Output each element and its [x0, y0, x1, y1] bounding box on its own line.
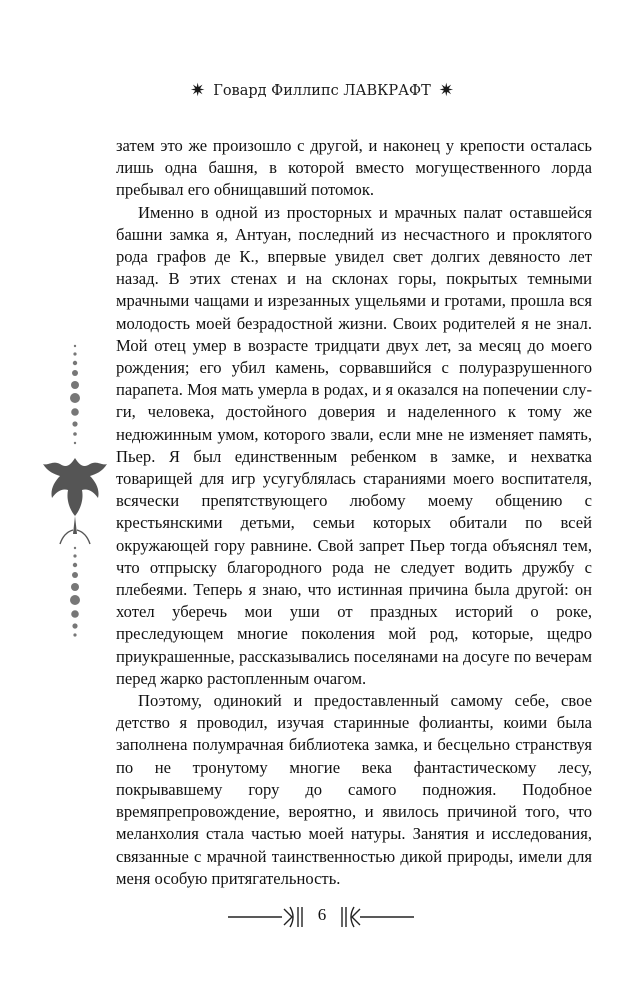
body-text	[116, 135, 592, 890]
paragraph: затем это же произошло с другой, и наконец у крепости осталась лишь одна башня, в которой вместо могущественного лорда пребывал его обнищавший потомок.	[116, 136, 592, 200]
paragraph: Поэтому, одинокий и предоставленный самому себе, свое детство я проводил, изучая старинные фолианты, коими была заполнена полумрачная библиотека замка, и бесцельно странствуя по не тронутому многие века фантастическому лесу, покрывавшему гору до самого подножия. Подобное времяпрепровождение, вероятно, и явилось причиной того, что меланхолия стала частью моей натуры. Занятия и исследования, связанные с мрачной таинственностью дикой природы, имели для меня особую притягательность.	[116, 691, 592, 888]
running-header	[0, 80, 644, 101]
paragraph: Именно в одной из просторных и мрачных палат оставшейся башни замка я, Антуан, последний из несчастного и проклятого рода графов де К., впервые увидел свет долгих девяносто лет назад. В этих стенах и на склонах горы, покрытых темными мрачными чащами и изрезанных ущельями и гротами, прошла вся молодость моей безрадостной жизни. Своих родителей я не знал. Мой отец умер в возрасте тридцати двух лет, за месяц до моего рождения; его убил камень, сорвавшийся с полуразрушенного парапета. Моя мать умерла в родах, и я оказался на попечении слуги, человека, достойного доверия и наделенного к тому же недюжинным умом, которого звали, если мне не изменяет память, Пьер. Я был единственным ребенком в замке, и нехватка товарищей для игр усугублялась стараниями моего воспитателя, всячески препятствующего любому моему общению с крестьянскими детьми, семьи которых обитали по всей окружающей гору равнине. Свой запрет Пьер тогда объяснял тем, что отпрыску благородного рода не следует водить дружбу с плебеями. Теперь я знаю, что истинная причина была другой: он хотел уберечь мои уши от праздных историй о роке, преследующем многие поколения мой род, которые, щедро приукрашенные, рассказывались поселянами на досуге по вечерам перед жарко растопленным очагом.	[116, 202, 592, 688]
star-ornament-icon: ✷	[190, 80, 206, 101]
star-ornament-icon: ✷	[438, 80, 454, 101]
side-ornament-icon	[40, 340, 110, 640]
header-title: Говард Филлипс ЛАВКРАФТ	[213, 83, 431, 99]
page-number: 6	[317, 905, 327, 924]
